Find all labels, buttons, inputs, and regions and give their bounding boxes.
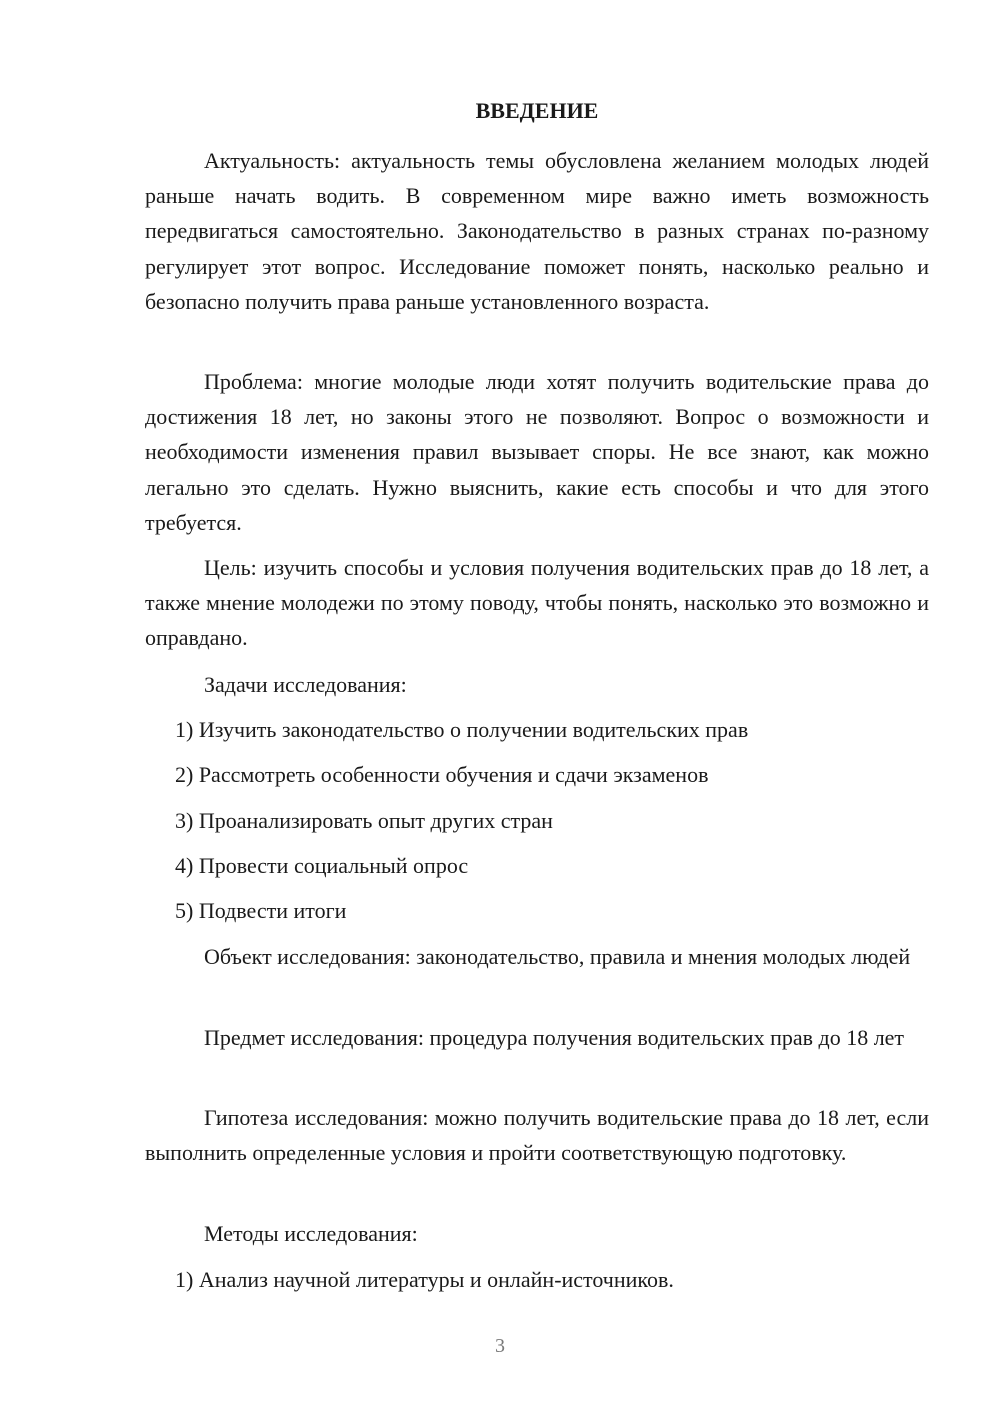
page-number: 3 [495,1335,505,1357]
paragraph-relevance: Актуальность: актуальность темы обусловлена желанием молодых людей раньше начать водить. В современном мире важно иметь возможность передвигаться самостоятельно. Законодательство в разных странах по-разному регулирует этот вопрос. Исследование поможет понять, насколько реально и безопасно получить права раньше установленного возраста. [145,148,929,314]
task-item: 4) Провести социальный опрос [175,853,469,878]
task-item: 1) Изучить законодательство о получении водительских прав [175,717,749,742]
methods-title: Методы исследования: [204,1221,418,1246]
task-item: 5) Подвести итоги [175,898,347,923]
tasks-title: Задачи исследования: [204,672,407,697]
paragraph-goal: Цель: изучить способы и условия получения водительских прав до 18 лет, а также мнение молодежи по этому поводу, чтобы понять, насколько это возможно и оправдано. [145,555,929,651]
paragraph-hypothesis: Гипотеза исследования: можно получить водительские права до 18 лет, если выполнить определенные условия и пройти соответствующую подготовку. [145,1105,929,1166]
section-heading: ВВЕДЕНИЕ [475,98,599,123]
method-item: 1) Анализ научной литературы и онлайн-источников. [175,1267,674,1292]
task-item: 2) Рассмотреть особенности обучения и сдачи экзаменов [175,762,709,787]
paragraph-problem: Проблема: многие молодые люди хотят получить водительские права до достижения 18 лет, но законы этого не позволяют. Вопрос о возможности и необходимости изменения правил вызывает споры. Не все знают, как можно легально это сделать. Нужно выяснить, какие есть способы и что для этого требуется. [145,369,929,535]
paragraph-subject: Предмет исследования: процедура получения водительских прав до 18 лет [204,1025,905,1050]
task-item: 3) Проанализировать опыт других стран [175,808,553,833]
paragraph-object: Объект исследования: законодательство, правила и мнения молодых людей [204,944,911,969]
